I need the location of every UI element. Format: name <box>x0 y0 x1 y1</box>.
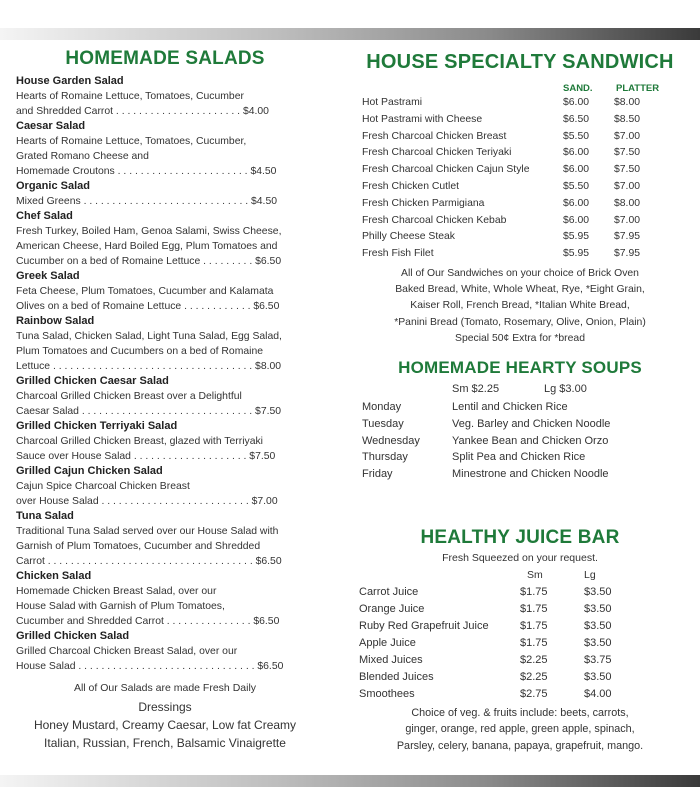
salad-description: Homemade Chicken Breast Salad, over our House Salad with Garnish of Plum Tomatoes, Cucumber and Shredded Carrot . . . . . . . . . . . . . . . $6.50 <box>16 586 280 627</box>
juice-ingredients-note <box>352 705 688 755</box>
platter-price: $7.00 <box>614 130 641 142</box>
soup-row <box>352 416 688 433</box>
salads-note: All of Our Salads are made Fresh Daily <box>73 682 257 694</box>
sand-column-header: SAND. <box>563 83 593 94</box>
salad-name: Grilled Chicken Salad <box>16 630 130 642</box>
sandwich-name: Fresh Charcoal Chicken Breast <box>362 130 507 142</box>
top-decorative-bar <box>0 28 700 40</box>
soup-day: Tuesday <box>362 417 404 430</box>
soup-name: Lentil and Chicken Rice <box>452 400 568 413</box>
sandwich-row <box>352 129 688 146</box>
juice-list <box>352 584 688 703</box>
bottom-decorative-bar <box>0 775 700 787</box>
soup-large-price: Lg $3.00 <box>544 382 587 395</box>
juice-row <box>352 652 688 669</box>
juice-note-line: Choice of veg. & fruits include: beets, carrots, <box>411 706 629 719</box>
juice-note-line: ginger, orange, red apple, green apple, spinach, <box>405 723 635 736</box>
sandwich-row <box>352 145 688 162</box>
soup-name: Veg. Barley and Chicken Noodle <box>452 417 611 430</box>
sandwich-row <box>352 196 688 213</box>
juice-row <box>352 584 688 601</box>
sandwich-price: $6.00 <box>563 214 590 226</box>
dressings-line: Italian, Russian, French, Balsamic Vinaigrette <box>44 736 286 750</box>
salad-name: House Garden Salad <box>16 75 124 87</box>
salad-list <box>16 74 314 674</box>
platter-price: $7.50 <box>614 147 641 159</box>
right-column <box>352 44 688 754</box>
salad-name: Greek Salad <box>16 270 80 282</box>
juice-large-header: Lg <box>584 568 596 581</box>
sandwich-price: $6.50 <box>563 113 590 125</box>
juice-large-price: $3.50 <box>584 585 612 598</box>
soup-row <box>352 399 688 416</box>
salad-name: Organic Salad <box>16 180 90 192</box>
sandwich-price: $6.00 <box>563 147 590 159</box>
soup-small-price: Sm $2.25 <box>452 382 500 395</box>
juice-name: Apple Juice <box>359 636 416 649</box>
salad-item <box>16 464 314 509</box>
platter-price: $8.00 <box>614 197 641 209</box>
juice-small-price: $2.75 <box>520 687 548 700</box>
platter-price: $7.95 <box>614 231 641 243</box>
platter-column-header: PLATTER <box>616 83 660 94</box>
bread-note-line: All of Our Sandwiches on your choice of Brick Oven <box>401 267 639 279</box>
juice-name: Blended Juices <box>359 670 434 683</box>
juice-name: Mixed Juices <box>359 653 423 666</box>
juice-heading: HEALTHY JUICE BAR <box>420 526 620 548</box>
sandwich-price: $5.50 <box>563 130 590 142</box>
sandwich-row <box>352 213 688 230</box>
sandwich-name: Fresh Fish Filet <box>362 248 434 260</box>
soup-row <box>352 433 688 450</box>
dressings-line: Honey Mustard, Creamy Caesar, Low fat Creamy <box>33 718 297 732</box>
salad-name: Grilled Chicken Caesar Salad <box>16 375 169 387</box>
sandwich-heading: HOUSE SPECIALTY SANDWICH <box>366 51 674 73</box>
sandwich-name: Hot Pastrami <box>362 97 423 108</box>
salad-item <box>16 269 314 314</box>
sandwich-name: Philly Cheese Steak <box>362 231 455 243</box>
juice-large-price: $3.50 <box>584 670 612 683</box>
sandwich-name: Fresh Charcoal Chicken Cajun Style <box>362 164 530 176</box>
juice-small-price: $2.25 <box>520 653 548 666</box>
soup-list <box>352 399 688 483</box>
sandwich-row <box>352 112 688 129</box>
salad-item <box>16 74 314 119</box>
platter-price: $7.00 <box>614 180 641 192</box>
sandwich-price: $6.00 <box>563 97 590 108</box>
juice-name: Orange Juice <box>359 602 425 615</box>
salad-description: Hearts of Romaine Lettuce, Tomatoes, Cucumber and Shredded Carrot . . . . . . . . . . . . . . . . . . . . . . $4.00 <box>16 91 269 117</box>
juice-large-price: $3.50 <box>584 602 612 615</box>
soups-heading: HOMEMADE HEARTY SOUPS <box>398 357 642 377</box>
sandwich-name: Hot Pastrami with Cheese <box>362 113 483 125</box>
salads-heading: HOMEMADE SALADS <box>65 48 265 69</box>
juice-name: Ruby Red Grapefruit Juice <box>359 619 489 632</box>
juice-small-price: $1.75 <box>520 585 548 598</box>
soup-day: Monday <box>362 400 402 413</box>
sandwich-price: $6.00 <box>563 164 590 176</box>
juice-large-price: $3.50 <box>584 619 612 632</box>
juice-row <box>352 618 688 635</box>
salads-section <box>16 44 314 752</box>
soup-day: Wednesday <box>362 434 420 447</box>
juice-small-price: $2.25 <box>520 670 548 683</box>
platter-price: $8.50 <box>614 113 641 125</box>
salad-item <box>16 419 314 464</box>
juice-name: Smoothees <box>359 687 415 700</box>
sandwich-row <box>352 246 688 263</box>
sandwich-row <box>352 162 688 179</box>
salad-name: Chicken Salad <box>16 570 92 582</box>
sandwich-name: Fresh Chicken Cutlet <box>362 180 460 192</box>
platter-price: $8.00 <box>614 97 641 108</box>
soup-price-header <box>352 383 688 399</box>
salad-name: Grilled Chicken Terriyaki Salad <box>16 420 178 432</box>
bread-note-line: Special 50¢ Extra for *bread <box>455 332 585 344</box>
salad-name: Rainbow Salad <box>16 315 95 327</box>
juice-note-line: Parsley, celery, banana, papaya, grapefruit, mango. <box>396 739 644 752</box>
sandwich-price: $5.50 <box>563 180 590 192</box>
juice-row <box>352 635 688 652</box>
salad-description: Charcoal Grilled Chicken Breast, glazed with Terriyaki Sauce over House Salad . . . . . . . . . . . . . . . . . . . . $7.50 <box>16 436 276 462</box>
salad-name: Grilled Cajun Chicken Salad <box>16 465 163 477</box>
salad-item <box>16 509 314 569</box>
soup-name: Minestrone and Chicken Noodle <box>452 468 609 481</box>
juice-column-headers <box>352 568 688 584</box>
platter-price: $7.00 <box>614 214 641 226</box>
juice-row <box>352 601 688 618</box>
salad-item <box>16 374 314 419</box>
sandwich-column-headers <box>352 80 688 95</box>
salad-name: Chef Salad <box>16 210 73 222</box>
salad-description: Fresh Turkey, Boiled Ham, Genoa Salami, Swiss Cheese, American Cheese, Hard Boiled Egg, Plum Tomatoes and Cucumber on a bed of Romaine Lettuce . . . . . . . . . $6.50 <box>16 226 282 267</box>
sandwich-bread-note <box>352 266 688 347</box>
salad-name: Tuna Salad <box>16 510 74 522</box>
sandwich-row <box>352 179 688 196</box>
soup-name: Yankee Bean and Chicken Orzo <box>452 434 609 447</box>
sandwich-list <box>352 95 688 263</box>
salad-item <box>16 209 314 269</box>
soup-day: Thursday <box>362 451 408 464</box>
sandwich-row <box>352 95 688 112</box>
sandwich-name: Fresh Chicken Parmigiana <box>362 197 485 209</box>
sandwich-name: Fresh Charcoal Chicken Teriyaki <box>362 147 512 159</box>
salad-item <box>16 569 314 629</box>
salad-item <box>16 179 314 209</box>
soup-row <box>352 466 688 483</box>
juice-row <box>352 669 688 686</box>
salad-description: Hearts of Romaine Lettuce, Tomatoes, Cucumber, Grated Romano Cheese and Homemade Croutons . . . . . . . . . . . . . . . . . . . . . . . $4.50 <box>16 136 277 177</box>
sandwich-price: $6.00 <box>563 197 590 209</box>
juice-small-price: $1.75 <box>520 602 548 615</box>
sandwich-name: Fresh Charcoal Chicken Kebab <box>362 214 507 226</box>
salad-description: Grilled Charcoal Chicken Breast Salad, over our House Salad . . . . . . . . . . . . . . . . . . . . . . . . . . . . . . . $6.50 <box>16 646 284 672</box>
sandwich-row <box>352 229 688 246</box>
juice-large-price: $3.50 <box>584 636 612 649</box>
juice-small-header: Sm <box>527 568 543 581</box>
salad-description: Feta Cheese, Plum Tomatoes, Cucumber and Kalamata Olives on a bed of Romaine Lettuce . . . . . . . . . . . . $6.50 <box>16 286 280 312</box>
salad-description: Tuna Salad, Chicken Salad, Light Tuna Salad, Egg Salad, Plum Tomatoes and Cucumbers on a bed of Romaine Lettuce . . . . . . . . . . . . . . . . . . . . . . . . . . . . . . . . . . . $8.00 <box>16 331 282 372</box>
juice-small-price: $1.75 <box>520 636 548 649</box>
platter-price: $7.50 <box>614 164 641 176</box>
soup-day: Friday <box>362 468 393 481</box>
salad-item <box>16 629 314 674</box>
soup-row <box>352 449 688 466</box>
juice-large-price: $3.75 <box>584 653 612 666</box>
soup-name: Split Pea and Chicken Rice <box>452 451 586 464</box>
platter-price: $7.95 <box>614 248 641 260</box>
bread-note-line: *Panini Bread (Tomato, Rosemary, Olive, Onion, Plain) <box>394 316 646 328</box>
salad-name: Caesar Salad <box>16 120 86 132</box>
salad-item <box>16 314 314 374</box>
salad-description: Charcoal Grilled Chicken Breast over a Delightful Caesar Salad . . . . . . . . . . . . . . . . . . . . . . . . . . . . . . $7.50 <box>16 391 282 417</box>
juice-name: Carrot Juice <box>359 585 419 598</box>
sandwich-price: $5.95 <box>563 231 590 243</box>
dressings-title: Dressings <box>138 700 192 714</box>
bread-note-line: Kaiser Roll, French Bread, *Italian White Bread, <box>410 300 630 312</box>
salad-description: Traditional Tuna Salad served over our House Salad with Garnish of Plum Tomatoes, Cucumber and Shredded Carrot . . . . . . . . . . . . . . . . . . . . . . . . . . . . . . . . . . . . $6.50 <box>16 526 282 567</box>
juice-subtitle: Fresh Squeezed on your request. <box>442 551 598 564</box>
sandwich-price: $5.95 <box>563 248 590 260</box>
juice-small-price: $1.75 <box>520 619 548 632</box>
juice-row <box>352 686 688 703</box>
salad-description: Mixed Greens . . . . . . . . . . . . . . . . . . . . . . . . . . . . . $4.50 <box>16 196 278 207</box>
salad-description: Cajun Spice Charcoal Chicken Breast over House Salad . . . . . . . . . . . . . . . . . . . . . . . . . . $7.00 <box>16 481 278 507</box>
juice-large-price: $4.00 <box>584 687 612 700</box>
bread-note-line: Baked Bread, White, Whole Wheat, Rye, *Eight Grain, <box>395 284 645 296</box>
salad-item <box>16 119 314 179</box>
